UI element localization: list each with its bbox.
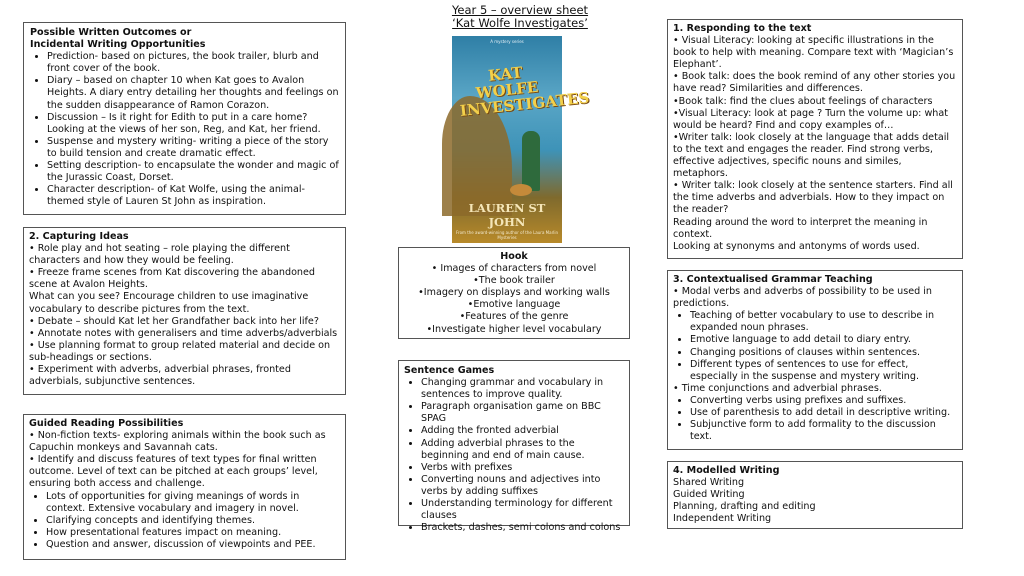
outcomes-heading-2: Incidental Writing Opportunities xyxy=(30,39,206,51)
modelled-heading: 4. Modelled Writing xyxy=(673,465,780,476)
grammar-lead: • Modal verbs and adverbs of possibility to be used in predictions. xyxy=(673,286,933,310)
list-item: • Diary – based on chapter 10 when Kat goes to Avalon Heights. A diary entry detailing her thoughts and feelings on the sudden disappearance of Ramon Corazon. xyxy=(47,75,339,111)
book-cover-image xyxy=(452,36,591,243)
sentence-games-list xyxy=(404,377,624,534)
capturing-line: • Annotate notes with generalisers and time adverbs/adverbials xyxy=(29,327,338,339)
list-item: • How presentational features impact on meaning. xyxy=(46,527,340,539)
hook-box xyxy=(398,247,630,339)
capturing-line: What can you see? Encourage children to use imaginative vocabulary to describe pictures from the text. xyxy=(29,291,309,315)
list-item: • Changing positions of clauses within sentences. xyxy=(690,347,957,359)
hook-heading: Hook xyxy=(500,251,528,262)
capturing-line: • Role play and hot seating – role playing the different characters and how they would be feeling. xyxy=(29,243,290,267)
list-item: • Brackets, dashes, semi colons and colons xyxy=(421,522,624,534)
modelled-line: Guided Writing xyxy=(673,489,745,501)
responding-box xyxy=(667,19,963,259)
capturing-line: • Freeze frame scenes from Kat discovering the abandoned scene at Avalon Heights. xyxy=(29,267,316,291)
grammar-list-2 xyxy=(673,395,957,443)
list-item: • Converting verbs using prefixes and suffixes. xyxy=(690,395,957,407)
guided-reading-box xyxy=(23,414,346,560)
modelled-writing-box xyxy=(667,461,963,529)
cover-top-text: A mystery series xyxy=(490,39,524,44)
list-item: • Prediction- based on pictures, the book trailer, blurb and front cover of the book. xyxy=(47,51,339,75)
list-item: • Clarifying concepts and identifying themes. xyxy=(46,515,340,527)
list-item: • Question and answer, discussion of viewpoints and PEE. xyxy=(46,539,340,551)
modelled-line: Shared Writing xyxy=(673,477,745,489)
list-item: • Character description- of Kat Wolfe, using the animal-themed style of Lauren St John as inspiration. xyxy=(47,184,339,208)
list-item: • Changing grammar and vocabulary in sentences to improve quality. xyxy=(421,377,624,401)
guided-list xyxy=(29,491,340,551)
cover-girl-figure xyxy=(522,131,540,191)
cover-author: LAUREN ST JOHN xyxy=(468,201,546,229)
hook-line: •Emotive language xyxy=(467,299,561,311)
outcomes-list xyxy=(30,51,339,208)
list-item: • Subjunctive form to add formality to the discussion text. xyxy=(690,419,957,443)
responding-line: Looking at synonyms and antonyms of words used. xyxy=(673,240,920,252)
title-line-2: ‘Kat Wolfe Investigates’ xyxy=(452,16,588,30)
hook-line: •The book trailer xyxy=(473,275,555,287)
list-item: • Converting nouns and adjectives into verbs by adding suffixes xyxy=(421,474,624,498)
list-item: • Emotive language to add detail to diary entry. xyxy=(690,334,957,346)
capturing-ideas-box xyxy=(23,227,346,395)
modelled-line: Planning, drafting and editing xyxy=(673,501,816,513)
capturing-line: • Debate – should Kat let her Grandfather back into her life? xyxy=(29,315,319,327)
responding-line: •Visual Literacy: look at page ? Turn the volume up: what would be heard? Find and copy examples of… xyxy=(673,107,949,131)
sentence-games-heading: Sentence Games xyxy=(404,365,495,376)
responding-line: •Book talk: find the clues about feelings of characters xyxy=(673,95,933,107)
list-item: • Paragraph organisation game on BBC SPAG xyxy=(421,401,624,425)
responding-line: • Visual Literacy: looking at specific illustrations in the book to help with meaning. Compare text with ‘Magician’s Elephant’. xyxy=(673,35,954,71)
written-outcomes-box xyxy=(23,22,346,215)
capturing-line: • Use planning format to group related material and decide on sub-headings or sections. xyxy=(29,339,331,363)
responding-line: • Writer talk: look closely at the sentence starters. Find all the time adverbs and adverbials. How to they impact on the reader? xyxy=(673,180,953,216)
list-item: • Suspense and mystery writing- writing a piece of the story to build tension and create dramatic effect. xyxy=(47,136,339,160)
page-title xyxy=(420,4,620,30)
hook-line: •Features of the genre xyxy=(459,311,569,323)
cover-tagline: From the award-winning author of the Laura Marlin Mysteries xyxy=(456,230,558,240)
list-item: • Setting description- to encapsulate the wonder and magic of the Jurassic Coast, Dorset. xyxy=(47,160,339,184)
modelled-line: Independent Writing xyxy=(673,513,772,525)
outcomes-heading-1: Possible Written Outcomes or xyxy=(30,27,192,38)
list-item: • Adding adverbial phrases to the beginning and end of main cause. xyxy=(421,438,624,462)
list-item: • Verbs with prefixes xyxy=(421,462,624,474)
list-item: • Adding the fronted adverbial xyxy=(421,425,624,437)
responding-line: • Book talk: does the book remind of any other stories you have read? Similarities and differences. xyxy=(673,71,956,95)
hook-line: • Images of characters from novel xyxy=(431,263,597,275)
hook-line: •Investigate higher level vocabulary xyxy=(426,323,602,335)
grammar-box xyxy=(667,270,963,450)
grammar-heading: 3. Contextualised Grammar Teaching xyxy=(673,274,873,285)
list-item: • Discussion – Is it right for Edith to put in a care home? Looking at the views of her son, Reg, and Kat, her friend. xyxy=(47,112,339,136)
responding-heading: 1. Responding to the text xyxy=(673,23,812,34)
cover-title: KAT WOLFE INVESTIGATES xyxy=(459,63,591,120)
list-item: • Understanding terminology for different clauses xyxy=(421,498,624,522)
guided-heading: Guided Reading Possibilities xyxy=(29,418,184,429)
sentence-games-box xyxy=(398,360,630,534)
title-line-1: Year 5 – overview sheet xyxy=(451,3,589,17)
grammar-mid: • Time conjunctions and adverbial phrases. xyxy=(673,382,882,394)
capturing-line: • Experiment with adverbs, adverbial phrases, fronted adverbials, subjunctive sentences. xyxy=(29,364,291,388)
responding-line: •Writer talk: look closely at the language that adds detail to the text and engages the reader. Find strong verbs, effective adjectives, specific nouns and similes, metaphors. xyxy=(673,131,950,180)
list-item: • Teaching of better vocabulary to use to describe in expanded noun phrases. xyxy=(690,310,957,334)
list-item: • Different types of sentences to use for effect, especially in the suspense and mystery writing. xyxy=(690,359,957,383)
capturing-heading: 2. Capturing Ideas xyxy=(29,231,129,242)
cover-cat-figure xyxy=(510,184,532,196)
responding-line: Reading around the word to interpret the meaning in context. xyxy=(673,216,928,240)
guided-line: • Non-fiction texts- exploring animals within the book such as Capuchin monkeys and Savannah cats. xyxy=(29,430,326,454)
grammar-list xyxy=(673,310,957,383)
list-item: • Lots of opportunities for giving meanings of words in context. Extensive vocabulary and imagery in novel. xyxy=(46,491,340,515)
hook-line: •Imagery on displays and working walls xyxy=(418,287,610,299)
list-item: • Use of parenthesis to add detail in descriptive writing. xyxy=(690,407,957,419)
guided-line: • Identify and discuss features of text types for final written outcome. Level of text can be pitched at each groups’ level, ensuring both access and challenge. xyxy=(29,454,318,490)
